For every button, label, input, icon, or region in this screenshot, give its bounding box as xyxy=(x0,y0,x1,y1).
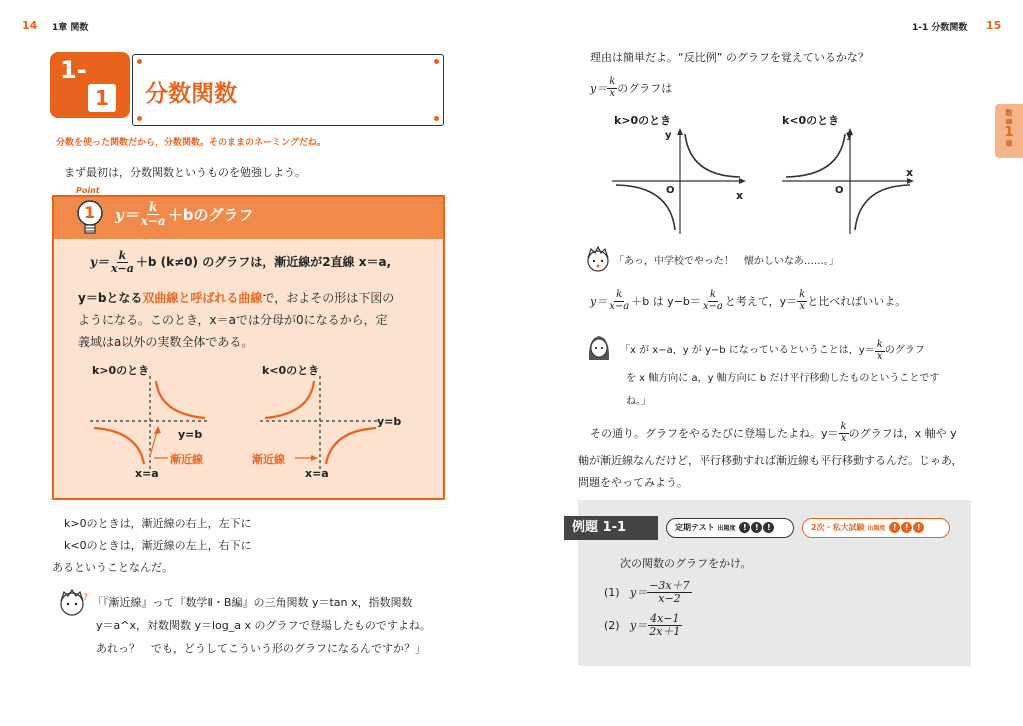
cmp-d2: x−a xyxy=(702,300,723,312)
tag1-sub: 出題度 xyxy=(717,525,736,532)
right-page-number: 15 xyxy=(986,19,1002,32)
example-q2 xyxy=(604,613,682,637)
section-number-top: 1- xyxy=(60,56,87,84)
exp-l1-den: x xyxy=(840,432,847,444)
axis-x-right: x xyxy=(906,166,914,179)
cmp-n3: k xyxy=(799,289,806,300)
section-subtitle: 分数を使った関数だから，分数関数。そのままのネーミングだね。 xyxy=(56,138,326,148)
right-inverse-line xyxy=(590,77,672,99)
girl-l1-post: のグラフ xyxy=(884,345,925,356)
cmp-n2: k xyxy=(709,289,716,300)
point-title-num: k xyxy=(149,200,158,214)
side-tab-subject: 数 xyxy=(1005,109,1013,117)
point-line-2 xyxy=(78,292,394,304)
exp-l1-pre: その通り。グラフをやるたびに登場したよね。y＝ xyxy=(590,426,839,440)
cmp-d3: x xyxy=(799,300,806,312)
graph-k-negative-label: k<0のとき xyxy=(262,364,320,377)
graph-yb-label-left: y=b xyxy=(178,428,203,441)
cmp-pre: y＝ xyxy=(590,294,608,308)
section-title-box xyxy=(132,54,444,126)
cmp-d1: x−a xyxy=(609,300,630,312)
point-l2-pre: y＝bとなる xyxy=(78,291,143,305)
difficulty-icon: ! xyxy=(751,522,762,533)
inverse-k-negative-label: k<0のとき xyxy=(782,114,840,127)
side-tab-chapter-number: 1 xyxy=(1004,125,1014,140)
exp-l1-post: のグラフは，x 軸や y xyxy=(848,426,957,440)
point-line-3: ようになる。このとき，x＝aでは分母が0になるから，定 xyxy=(78,313,388,327)
section-title: 分数関数 xyxy=(145,81,237,107)
example-title xyxy=(564,516,658,540)
inverse-post: のグラフは xyxy=(617,81,673,95)
section-number-badge xyxy=(50,52,130,118)
asymptote-label-left: 漸近線 xyxy=(170,453,203,466)
asymptote-label-right: 漸近線 xyxy=(252,453,285,466)
left-page-number: 14 xyxy=(22,19,38,32)
q1-den: x−2 xyxy=(658,591,681,605)
cmp-n1: k xyxy=(616,289,623,300)
inverse-pre: y＝ xyxy=(590,81,608,95)
inverse-graphs xyxy=(610,126,930,238)
point-title-post: ＋bのグラフ xyxy=(167,205,254,224)
inverse-k-positive-label: k>0のとき xyxy=(614,114,672,127)
q2-den: 2x＋1 xyxy=(649,624,681,638)
point-number: 1 xyxy=(84,203,96,222)
point-line-4: 義域はa以外の実数全体である。 xyxy=(78,335,254,349)
axis-x-left: x xyxy=(736,189,744,202)
point-title-den: x−a xyxy=(140,213,166,228)
girl-speech-line-3: ね。」 xyxy=(626,396,651,407)
point-label: Point xyxy=(76,186,100,195)
tag1-label: 定期テスト xyxy=(675,523,715,532)
girl-l1-den: x xyxy=(876,350,883,362)
difficulty-icon: ! xyxy=(763,522,774,533)
example-title-text: 例題 1-1 xyxy=(572,520,627,535)
inverse-num: k xyxy=(609,76,616,87)
cmp-mid2: と考えて，y＝ xyxy=(724,294,798,308)
tag2-label: 2次・私大試験 xyxy=(811,523,865,532)
q1-num: −3x＋7 xyxy=(649,579,690,592)
explanation-line-1 xyxy=(590,422,957,444)
svg-text:?: ? xyxy=(83,593,88,603)
q2-num: 4x−1 xyxy=(650,612,680,625)
graph-xa-label-right: x=a xyxy=(305,467,329,480)
student-speech-1: 「あっ，中学校でやった！ 懐かしいなあ……。」 xyxy=(614,256,839,267)
asymptote-graphs xyxy=(80,376,430,486)
cmp-mid1: ＋b は y−b＝ xyxy=(631,294,701,308)
girl-l1-pre: 「x が x−a，y が y−b になっているということは，y＝ xyxy=(620,345,875,356)
girl-speech-line-2: を x 軸方向に a，y 軸方向に b だけ平行移動したものということです xyxy=(626,373,940,384)
inverse-den: x xyxy=(609,87,616,99)
q2-pre: y＝ xyxy=(630,618,648,632)
chapter-side-tab xyxy=(995,104,1023,158)
difficulty-icon: ! xyxy=(739,522,750,533)
exp-l1-num: k xyxy=(840,421,847,432)
side-tab-roman: Ⅲ xyxy=(1005,118,1013,126)
point-l2-emphasis: 双曲線と呼ばれる曲線 xyxy=(142,291,263,305)
graph-k-positive-label: k>0のとき xyxy=(92,364,150,377)
side-tab-chapter: 章 xyxy=(1005,140,1013,148)
left-chapter-header: 1章 関数 xyxy=(52,23,89,33)
student-question-2: y＝a^x，対数関数 y＝log_a x のグラフで登場したものですよね。 xyxy=(96,619,431,632)
difficulty-icon: ! xyxy=(913,522,924,533)
point-l1-pre: y＝ xyxy=(90,255,109,270)
q1-pre: y＝ xyxy=(630,585,648,599)
axis-y-right: y xyxy=(846,130,853,141)
example-q1 xyxy=(604,580,692,604)
section-number-bottom: 1 xyxy=(88,84,116,112)
right-section-header: 1-1 分数関数 xyxy=(912,23,968,33)
after-text-2: k<0のときは，漸近線の左上，右下に xyxy=(64,539,252,552)
after-text-3: あるということなんだ。 xyxy=(52,561,173,574)
point-l1-post: ＋b (k≠0) のグラフは，漸近線が2直線 x＝a, xyxy=(135,255,392,270)
tag-entrance-exam xyxy=(802,518,950,538)
point-title-pre: y＝ xyxy=(115,205,139,224)
girl-l1-num: k xyxy=(876,339,883,350)
explanation-line-2: 軸が漸近線なんだけど，平行移動すれば漸近線も平行移動するんだ。じゃあ， xyxy=(578,454,963,467)
intro-text: まず最初は，分数関数というものを勉強しよう。 xyxy=(64,166,306,179)
student-avatar xyxy=(54,586,90,622)
point-l2-post: で，およその形は下図の xyxy=(262,291,395,305)
point-l1-num: k xyxy=(118,249,127,262)
explanation-line-3: 問題をやってみよう。 xyxy=(578,476,688,489)
q1-label: (1) xyxy=(604,585,620,599)
origin-left: O xyxy=(666,185,675,196)
graph-xa-label-left: x=a xyxy=(135,467,159,480)
girl-speech-line-1 xyxy=(620,340,925,362)
difficulty-icon: ! xyxy=(889,522,900,533)
girl-student-avatar xyxy=(584,330,614,366)
tag2-sub: 出題度 xyxy=(867,525,886,532)
right-intro: 理由は簡単だよ。“反比例” のグラフを覚えているかな？ xyxy=(590,51,869,64)
student-question-1: 「『漸近線』って『数学Ⅱ・B編』の三角関数 y＝tan x，指数関数 xyxy=(92,596,413,609)
comparison-equation xyxy=(590,290,906,312)
after-text-1: k>0のときは，漸近線の右上，左下に xyxy=(64,517,252,530)
graph-yb-label-right: y=b xyxy=(377,415,402,428)
origin-right: O xyxy=(835,185,844,196)
student-avatar-surprised xyxy=(582,244,614,276)
difficulty-icon: ! xyxy=(901,522,912,533)
axis-y-left: y xyxy=(665,130,672,141)
q2-label: (2) xyxy=(604,618,620,632)
example-instruction: 次の関数のグラフをかけ。 xyxy=(620,557,752,570)
point-line-1 xyxy=(90,250,391,274)
student-question-3: あれっ？ でも，どうしてこういう形のグラフになるんですか？」 xyxy=(96,642,426,655)
point-l1-den: x−a xyxy=(110,261,134,275)
tag-periodic-test xyxy=(666,518,794,538)
point-title xyxy=(115,201,253,227)
cmp-post: と比べればいいよ。 xyxy=(807,294,907,308)
